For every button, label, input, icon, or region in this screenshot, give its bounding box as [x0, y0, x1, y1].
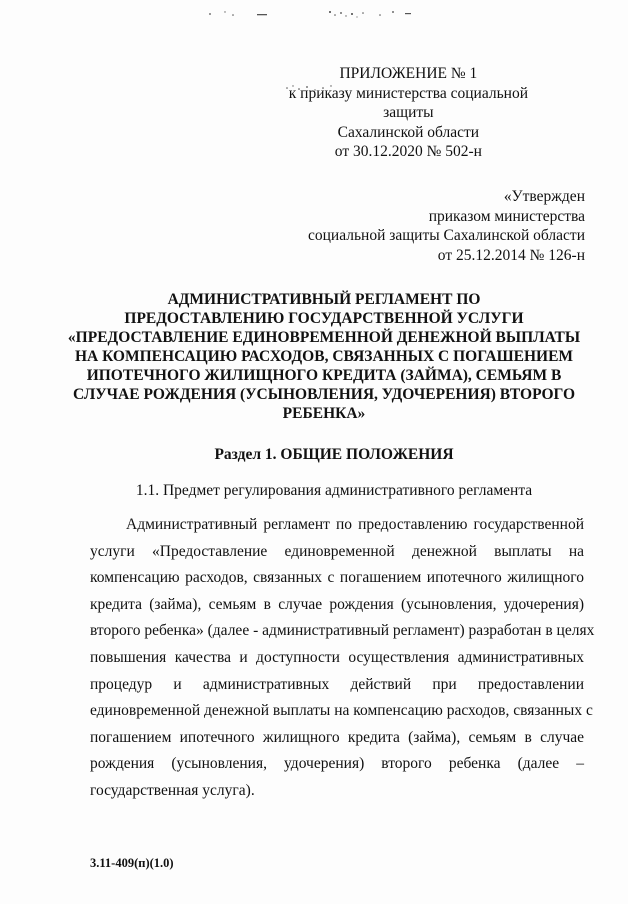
body-line: единовременной денежной выплаты на компенсацию расходов, связанных с [90, 702, 593, 720]
body-line: погашением ипотечного жилищного кредита (займа), семьям в случае [90, 728, 584, 746]
body-line: Административный регламент по предоставлению государственной [126, 516, 584, 533]
approval-line: социальной защиты Сахалинской области [307, 227, 585, 244]
title-line: «ПРЕДОСТАВЛЕНИЕ ЕДИНОВРЕМЕННОЙ ДЕНЕЖНОЙ ВЫПЛАТЫ [67, 329, 581, 346]
title-line: ПРЕДОСТАВЛЕНИЮ ГОСУДАРСТВЕННОЙ УСЛУГИ [124, 310, 524, 327]
approval-line: от 25.12.2014 № 126-н [437, 246, 585, 264]
document-title [60, 290, 588, 423]
body-line: компенсацию расходов, связанных с погашением ипотечного жилищного [90, 569, 584, 587]
subsection-heading-text: 1.1. Предмет регулирования административного регламента [135, 482, 533, 499]
section-heading [0, 446, 628, 464]
appendix-line: ПРИЛОЖЕНИЕ № 1 [339, 65, 478, 82]
body-line: кредита (займа), семьям в случае рождения (усыновления, удочерения) [90, 595, 584, 613]
footer-document-code: 3.11-409(п)(1.0) [90, 856, 174, 870]
approval-line: приказом министерства [428, 207, 585, 225]
subsection-heading [0, 482, 628, 500]
appendix-line: от 30.12.2020 № 502-н [334, 143, 482, 160]
appendix-block [289, 64, 528, 162]
title-line: АДМИНИСТРАТИВНЫЙ РЕГЛАМЕНТ ПО [167, 291, 481, 308]
body-paragraph [90, 512, 595, 805]
body-line: повышения качества и доступности осуществления административных [90, 648, 584, 666]
scan-noise [205, 6, 435, 20]
title-line: ИПОТЕЧНОГО ЖИЛИЩНОГО КРЕДИТА (ЗАЙМА), СЕМЬЯМ В [86, 367, 562, 384]
body-line: государственная услуга). [90, 781, 255, 799]
section-heading-text: Раздел 1. ОБЩИЕ ПОЛОЖЕНИЯ [214, 446, 454, 463]
appendix-line: к приказу министерства социальной [288, 84, 528, 102]
title-line: НА КОМПЕНСАЦИЮ РАСХОДОВ, СВЯЗАННЫХ С ПОГАШЕНИЕМ [74, 348, 574, 365]
body-line: процедур и административных действий при предоставлении [90, 675, 584, 693]
appendix-line: Сахалинской области [337, 123, 480, 141]
title-line: РЕБЕНКА» [282, 405, 366, 422]
approval-line: «Утвержден [503, 188, 585, 205]
body-line: рождения (усыновления, удочерения) второго ребенка (далее – [90, 755, 584, 773]
appendix-line: защиты [383, 104, 434, 121]
body-line: услуги «Предоставление единовременной денежной выплаты на [90, 542, 584, 560]
approval-block [308, 187, 585, 265]
title-line: СЛУЧАЕ РОЖДЕНИЯ (УСЫНОВЛЕНИЯ, УДОЧЕРЕНИЯ) ВТОРОГО [72, 386, 576, 403]
body-line: второго ребенка» (далее - административный регламент) разработан в целях [90, 622, 595, 640]
